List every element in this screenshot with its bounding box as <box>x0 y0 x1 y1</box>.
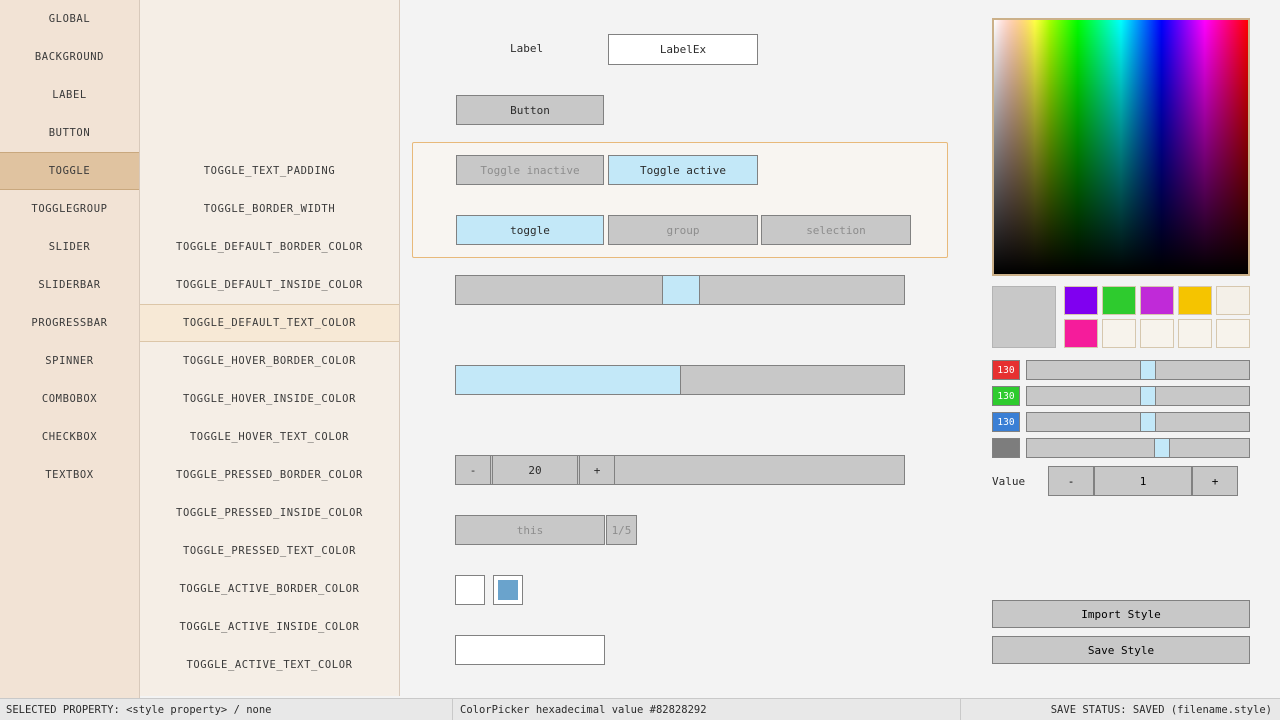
preview-label-value: LabelEx <box>608 34 758 65</box>
value-spinner <box>992 466 1250 496</box>
property-item-toggle-active-border-color[interactable] <box>140 570 399 608</box>
red-channel-knob[interactable] <box>1140 361 1156 379</box>
category-item-combobox[interactable] <box>0 380 139 418</box>
property-item-toggle-default-border-color[interactable] <box>140 228 399 266</box>
red-channel-badge: 130 <box>992 360 1020 380</box>
palette-swatch-0[interactable] <box>1064 286 1098 315</box>
category-item-slider[interactable] <box>0 228 139 266</box>
property-label: TOGGLE_PRESSED_INSIDE_COLOR <box>176 507 363 519</box>
combobox-value[interactable]: this <box>455 515 605 545</box>
category-label: SLIDER <box>48 241 91 253</box>
category-item-sliderbar[interactable] <box>0 266 139 304</box>
alpha-channel-slider[interactable] <box>1026 438 1250 458</box>
property-item-toggle-text-padding[interactable] <box>140 152 399 190</box>
status-colorpicker-hex: ColorPicker hexadecimal value #82828292 <box>460 704 707 716</box>
property-label: TOGGLE_ACTIVE_INSIDE_COLOR <box>179 621 360 633</box>
channel-row-alpha <box>992 438 1250 458</box>
alpha-channel-knob[interactable] <box>1154 439 1170 457</box>
category-item-button[interactable] <box>0 114 139 152</box>
palette-swatch-2[interactable] <box>1140 286 1174 315</box>
property-list <box>140 0 400 696</box>
sliderbar-fill <box>456 366 681 394</box>
category-item-spinner[interactable] <box>0 342 139 380</box>
value-current[interactable]: 1 <box>1094 466 1192 496</box>
channel-row-red <box>992 360 1250 380</box>
preview-togglegroup-item-1[interactable]: group <box>608 215 758 245</box>
color-preview-swatch <box>992 286 1056 348</box>
palette-swatch-6[interactable] <box>1102 319 1136 348</box>
status-selected-property: SELECTED PROPERTY: <style property> / none <box>6 704 272 716</box>
property-label: TOGGLE_PRESSED_BORDER_COLOR <box>176 469 363 481</box>
channel-row-blue <box>992 412 1250 432</box>
category-label: TEXTBOX <box>45 469 94 481</box>
category-label: CHECKBOX <box>41 431 98 443</box>
status-bar <box>0 698 1280 720</box>
category-label: SPINNER <box>45 355 94 367</box>
channel-row-green <box>992 386 1250 406</box>
blue-channel-knob[interactable] <box>1140 413 1156 431</box>
preview-textbox[interactable] <box>455 635 605 665</box>
property-item-toggle-pressed-text-color[interactable] <box>140 532 399 570</box>
checkbox-unchecked[interactable] <box>455 575 485 605</box>
palette-swatch-7[interactable] <box>1140 319 1174 348</box>
preview-toggle-inactive[interactable]: Toggle inactive <box>456 155 604 185</box>
preview-toggle-active[interactable]: Toggle active <box>608 155 758 185</box>
palette-swatch-1[interactable] <box>1102 286 1136 315</box>
value-spinner-label: Value <box>992 474 1026 488</box>
checkbox-checked[interactable] <box>493 575 523 605</box>
category-item-progressbar[interactable] <box>0 304 139 342</box>
save-style-button[interactable]: Save Style <box>992 636 1250 664</box>
spinner-decrement-button[interactable]: - <box>455 455 491 485</box>
category-item-background[interactable] <box>0 38 139 76</box>
category-label: BACKGROUND <box>34 51 105 63</box>
preview-label-caption: Label <box>510 42 544 55</box>
preview-togglegroup-item-2[interactable]: selection <box>761 215 911 245</box>
category-item-global[interactable] <box>0 0 139 38</box>
checkbox-check-fill <box>498 580 518 600</box>
palette-swatch-9[interactable] <box>1216 319 1250 348</box>
category-label: GLOBAL <box>48 13 91 25</box>
palette-swatch-4[interactable] <box>1216 286 1250 315</box>
category-item-toggle[interactable] <box>0 152 139 190</box>
status-divider-2 <box>960 699 961 720</box>
category-label: COMBOBOX <box>41 393 98 405</box>
spinner-value[interactable]: 20 <box>492 455 578 485</box>
property-label: TOGGLE_HOVER_TEXT_COLOR <box>189 431 350 443</box>
green-channel-badge: 130 <box>992 386 1020 406</box>
property-label: TOGGLE_PRESSED_TEXT_COLOR <box>182 545 357 557</box>
property-item-toggle-default-text-color[interactable] <box>140 304 399 342</box>
slider-knob[interactable] <box>662 276 700 304</box>
color-picker-area[interactable] <box>992 18 1250 276</box>
category-label: BUTTON <box>48 127 91 139</box>
preview-togglegroup-item-0[interactable]: toggle <box>456 215 604 245</box>
green-channel-slider[interactable] <box>1026 386 1250 406</box>
swatch-palette <box>1064 286 1250 348</box>
preview-slider[interactable] <box>455 275 905 305</box>
property-label: TOGGLE_BORDER_WIDTH <box>203 203 336 215</box>
spinner-increment-button[interactable]: + <box>579 455 615 485</box>
property-item-toggle-hover-border-color[interactable] <box>140 342 399 380</box>
value-increment-button[interactable]: + <box>1192 466 1238 496</box>
property-label: TOGGLE_ACTIVE_TEXT_COLOR <box>186 659 353 671</box>
blue-channel-badge: 130 <box>992 412 1020 432</box>
property-item-toggle-border-width[interactable] <box>140 190 399 228</box>
category-item-label[interactable] <box>0 76 139 114</box>
property-item-toggle-active-inside-color[interactable] <box>140 608 399 646</box>
combobox-counter[interactable]: 1/5 <box>606 515 637 545</box>
green-channel-knob[interactable] <box>1140 387 1156 405</box>
property-label: TOGGLE_ACTIVE_BORDER_COLOR <box>179 583 360 595</box>
preview-panel <box>400 0 960 696</box>
category-label: PROGRESSBAR <box>31 317 108 329</box>
property-label: TOGGLE_DEFAULT_INSIDE_COLOR <box>176 279 363 291</box>
property-item-toggle-pressed-border-color[interactable] <box>140 456 399 494</box>
category-list <box>0 0 140 698</box>
category-item-textbox[interactable] <box>0 456 139 494</box>
value-decrement-button[interactable]: - <box>1048 466 1094 496</box>
property-item-toggle-active-text-color[interactable] <box>140 646 399 684</box>
property-item-toggle-pressed-inside-color[interactable] <box>140 494 399 532</box>
category-label: LABEL <box>52 89 87 101</box>
palette-swatch-3[interactable] <box>1178 286 1212 315</box>
property-label: TOGGLE_HOVER_BORDER_COLOR <box>182 355 357 367</box>
palette-swatch-5[interactable] <box>1064 319 1098 348</box>
category-label: TOGGLE <box>48 165 91 177</box>
alpha-channel-badge <box>992 438 1020 458</box>
property-label: TOGGLE_DEFAULT_BORDER_COLOR <box>176 241 363 253</box>
property-list-spacer <box>140 0 399 152</box>
palette-swatch-8[interactable] <box>1178 319 1212 348</box>
property-item-toggle-default-inside-color[interactable] <box>140 266 399 304</box>
red-channel-slider[interactable] <box>1026 360 1250 380</box>
category-item-togglegroup[interactable] <box>0 190 139 228</box>
status-save-status: SAVE STATUS: SAVED (filename.style) <box>1050 704 1272 716</box>
preview-sliderbar[interactable] <box>455 365 905 395</box>
category-item-checkbox[interactable] <box>0 418 139 456</box>
import-style-button[interactable]: Import Style <box>992 600 1250 628</box>
property-item-toggle-hover-inside-color[interactable] <box>140 380 399 418</box>
blue-channel-slider[interactable] <box>1026 412 1250 432</box>
preview-button[interactable]: Button <box>456 95 604 125</box>
color-panel <box>960 0 1280 696</box>
status-divider-1 <box>452 699 453 720</box>
property-label: TOGGLE_TEXT_PADDING <box>203 165 336 177</box>
property-label: TOGGLE_DEFAULT_TEXT_COLOR <box>182 317 357 329</box>
category-label: SLIDERBAR <box>38 279 101 291</box>
property-item-toggle-hover-text-color[interactable] <box>140 418 399 456</box>
category-label: TOGGLEGROUP <box>31 203 108 215</box>
property-label: TOGGLE_HOVER_INSIDE_COLOR <box>182 393 357 405</box>
